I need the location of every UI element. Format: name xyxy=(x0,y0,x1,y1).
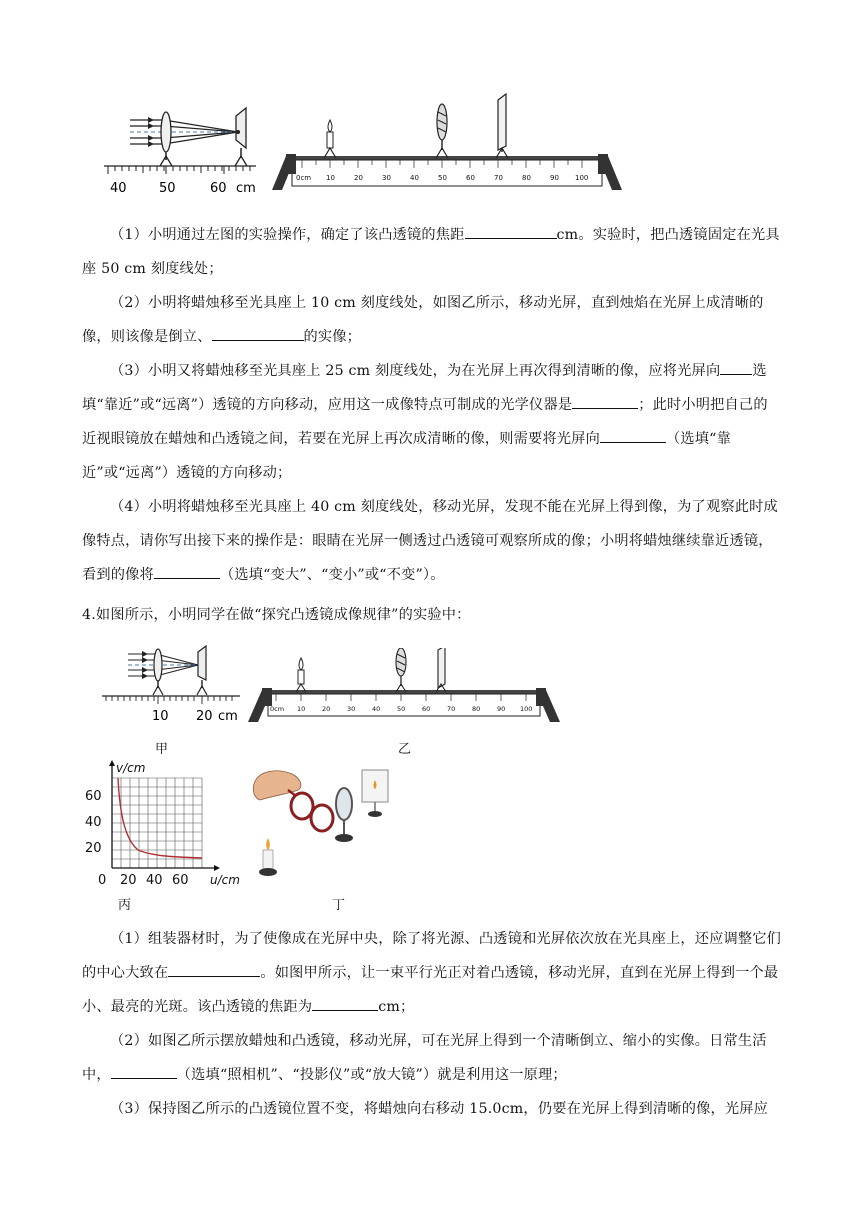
answer-blank[interactable] xyxy=(465,224,557,239)
bench-label-10: 10 xyxy=(297,705,306,713)
optical-bench-figure-yi xyxy=(248,648,560,730)
q4-title: 4.如图所示，小明同学在做“探究凸透镜成像规律”的实验中： xyxy=(82,607,471,623)
q3-part2 xyxy=(82,286,782,354)
q4-p1-text-a: （1）组装器材时，为了使像成在光屏中央，除了将光源、凸透镜和光屏依次放在光具座上，还应调整它们的中心大致在 xyxy=(82,931,782,981)
caption-jia: 甲 xyxy=(155,742,169,757)
q3-part1 xyxy=(82,218,782,286)
q3-p3-text-a: （3）小明又将蜡烛移至光具座上 25 cm 刻度线处，为在光屏上再次得到清晰的像，应将光屏向 xyxy=(110,363,721,379)
answer-blank[interactable] xyxy=(111,1064,177,1079)
q4-part3 xyxy=(82,1092,782,1126)
bench-label-100: 100 xyxy=(520,705,533,713)
graph-ytick-20: 20 xyxy=(85,841,102,856)
caption-ding: 丁 xyxy=(332,898,346,913)
bench-label-50: 50 xyxy=(438,174,447,182)
caption-bing: 丙 xyxy=(118,898,132,913)
q4-part2 xyxy=(82,1024,782,1092)
graph-ylabel: v/cm xyxy=(116,761,146,775)
q4-part1 xyxy=(82,922,782,1024)
ruler-label-50: 50 xyxy=(159,181,176,196)
screen-icon xyxy=(496,94,508,158)
graph-xlabel: u/cm xyxy=(210,873,240,887)
ruler-label-60: 60 xyxy=(210,181,227,196)
bench-label-0: 0cm xyxy=(270,705,285,713)
image-distance-graph xyxy=(82,758,250,890)
answer-blank[interactable] xyxy=(168,962,260,977)
ruler-unit: cm xyxy=(218,709,238,724)
candle-icon xyxy=(324,120,336,158)
bench-label-80: 80 xyxy=(472,705,481,713)
q4-p1-text-c: cm； xyxy=(378,999,415,1015)
q3-p1-text-b: cm。实验时，把凸透镜固定在光具座 50 cm 刻度线处； xyxy=(82,227,780,277)
q3-p2-text-a: （2）小明将蜡烛移至光具座上 10 cm 刻度线处，如图乙所示，移动光屏，直到烛焰在光屏上成清晰的像，则该像是倒立、 xyxy=(82,295,764,345)
q4-p3-text-a: （3）保持图乙所示的凸透镜位置不变，将蜡烛向右移动 15.0cm，仍要在光屏上得到清晰的像，光屏应 xyxy=(110,1101,769,1117)
graph-xtick-0: 0 xyxy=(98,873,107,888)
optical-bench-figure-1 xyxy=(272,90,622,198)
answer-blank[interactable] xyxy=(720,360,752,375)
q3-p3-text-b: 选填“靠近”或“远离”）透镜的方向移动，应用这一成像特点可制成的光学仪器是 xyxy=(82,363,767,413)
q3-p3-text-d: （选填“靠近”或“远离”）透镜的方向移动； xyxy=(82,431,731,481)
bench-label-70: 70 xyxy=(447,705,456,713)
answer-blank[interactable] xyxy=(312,996,378,1011)
q4-p2-text-b: （选填“照相机”、“投影仪”或“放大镜”）就是利用这一原理； xyxy=(176,1067,567,1083)
graph-xtick-60: 60 xyxy=(172,873,189,888)
bench-label-100: 100 xyxy=(575,174,589,182)
graph-xtick-40: 40 xyxy=(146,873,163,888)
ruler-label-40: 40 xyxy=(110,181,127,196)
caption-yi: 乙 xyxy=(398,742,412,757)
bench-label-10: 10 xyxy=(326,174,335,182)
bench-label-20: 20 xyxy=(322,705,331,713)
bench-label-60: 60 xyxy=(466,174,475,182)
bench-label-50: 50 xyxy=(397,705,406,713)
focal-length-figure-jia xyxy=(100,640,250,730)
ruler-label-20: 20 xyxy=(196,709,213,724)
bench-label-60: 60 xyxy=(422,705,431,713)
answer-blank[interactable] xyxy=(600,428,666,443)
bench-label-30: 30 xyxy=(347,705,356,713)
q3-p1-text-a: （1）小明通过左图的实验操作，确定了该凸透镜的焦距 xyxy=(110,227,465,243)
bench-label-90: 90 xyxy=(497,705,506,713)
glasses-experiment-illustration xyxy=(248,760,398,886)
q3-p4-text-b: （选填“变大”、“变小”或“不变”）。 xyxy=(219,567,445,583)
focal-length-figure-1 xyxy=(100,96,270,200)
graph-ytick-60: 60 xyxy=(85,789,102,804)
answer-blank[interactable] xyxy=(154,564,220,579)
q3-p4-text-a: （4）小明将蜡烛移至光具座上 40 cm 刻度线处，移动光屏，发现不能在光屏上得到像，为了观察此时成像特点，请你写出接下来的操作是：眼睛在光屏一侧透过凸透镜可观察所成的像；小明将蜡烛继续靠近透镜，看到的像将 xyxy=(82,499,778,583)
lens-icon xyxy=(396,648,406,692)
graph-xtick-20: 20 xyxy=(120,873,137,888)
bench-label-30: 30 xyxy=(382,174,391,182)
ruler-label-10: 10 xyxy=(152,709,169,724)
bench-label-40: 40 xyxy=(372,705,381,713)
q3-p3-text-c: ；此时小明把自己的近视眼镜放在蜡烛和凸透镜之间，若要在光屏上再次成清晰的像，则需要将光屏向 xyxy=(82,397,768,447)
bench-label-20: 20 xyxy=(354,174,363,182)
q4-p1-text-b: 。如图甲所示，让一束平行光正对着凸透镜，移动光屏，直到在光屏上得到一个最小、最亮的光斑。该凸透镜的焦距为 xyxy=(82,965,779,1015)
q3-part3 xyxy=(82,354,782,490)
bench-label-90: 90 xyxy=(550,174,559,182)
bench-label-70: 70 xyxy=(494,174,503,182)
answer-blank[interactable] xyxy=(572,394,638,409)
answer-blank[interactable] xyxy=(212,326,304,341)
graph-ytick-40: 40 xyxy=(85,815,102,830)
bench-label-40: 40 xyxy=(410,174,419,182)
q3-part4 xyxy=(82,490,782,592)
lens-icon xyxy=(436,104,448,158)
screen-icon xyxy=(436,648,446,692)
candle-icon xyxy=(296,658,306,692)
bench-label-0: 0cm xyxy=(296,174,312,182)
q3-p2-text-b: 的实像； xyxy=(303,329,362,345)
q4-p2-text-a: （2）如图乙所示摆放蜡烛和凸透镜，移动光屏，可在光屏上得到一个清晰倒立、缩小的实像。日常生活中， xyxy=(82,1033,767,1083)
ruler-unit: cm xyxy=(236,181,256,196)
bench-label-80: 80 xyxy=(522,174,531,182)
